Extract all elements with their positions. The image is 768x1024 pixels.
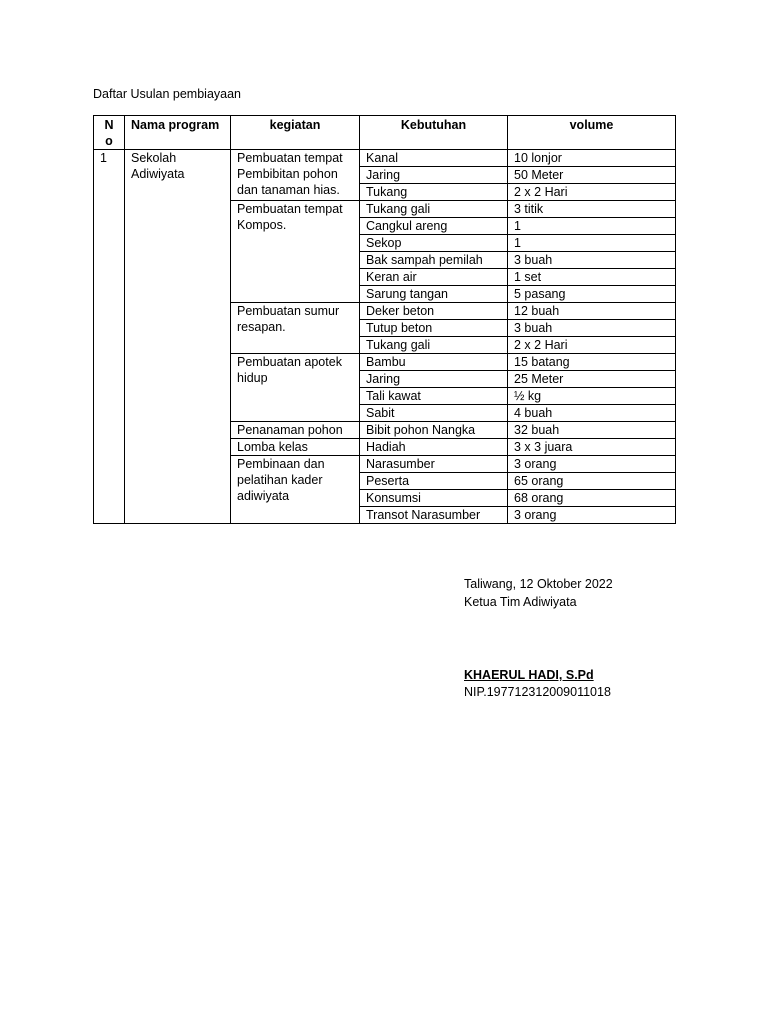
requirement-cell: Bibit pohon Nangka bbox=[360, 422, 508, 439]
requirement-cell: Tutup beton bbox=[360, 320, 508, 337]
volume-cell: 1 bbox=[508, 235, 676, 252]
volume-cell: 65 orang bbox=[508, 473, 676, 490]
activity-name: Penanaman pohon bbox=[231, 422, 360, 439]
budget-table bbox=[93, 115, 676, 524]
volume-cell: 3 buah bbox=[508, 320, 676, 337]
header-program: Nama program bbox=[125, 116, 231, 150]
requirement-cell: Cangkul areng bbox=[360, 218, 508, 235]
signature-place-date: Taliwang, 12 Oktober 2022 bbox=[464, 577, 613, 591]
volume-cell: 12 buah bbox=[508, 303, 676, 320]
requirement-cell: Tukang gali bbox=[360, 201, 508, 218]
volume-cell: 3 orang bbox=[508, 456, 676, 473]
activity-name: Pembuatan sumur resapan. bbox=[231, 303, 360, 354]
program-name: Sekolah Adiwiyata bbox=[125, 150, 231, 524]
volume-cell: 15 batang bbox=[508, 354, 676, 371]
table-row bbox=[94, 150, 676, 167]
activity-name: Lomba kelas bbox=[231, 439, 360, 456]
volume-cell: 1 set bbox=[508, 269, 676, 286]
requirement-cell: Hadiah bbox=[360, 439, 508, 456]
row-number: 1 bbox=[94, 150, 125, 524]
signature-name: KHAERUL HADI, S.Pd bbox=[464, 668, 594, 682]
document-title: Daftar Usulan pembiayaan bbox=[93, 87, 241, 101]
volume-cell: 4 buah bbox=[508, 405, 676, 422]
volume-cell: 2 x 2 Hari bbox=[508, 337, 676, 354]
activity-name: Pembuatan apotek hidup bbox=[231, 354, 360, 422]
signature-nip: NIP.197712312009011018 bbox=[464, 685, 611, 699]
requirement-cell: Peserta bbox=[360, 473, 508, 490]
volume-cell: 3 titik bbox=[508, 201, 676, 218]
requirement-cell: Narasumber bbox=[360, 456, 508, 473]
volume-cell: 3 x 3 juara bbox=[508, 439, 676, 456]
volume-cell: 3 buah bbox=[508, 252, 676, 269]
requirement-cell: Jaring bbox=[360, 167, 508, 184]
activity-name: Pembinaan dan pelatihan kader adiwiyata bbox=[231, 456, 360, 524]
header-volume: volume bbox=[508, 116, 676, 150]
activity-name: Pembuatan tempat Kompos. bbox=[231, 201, 360, 303]
table-body bbox=[94, 150, 676, 524]
requirement-cell: Deker beton bbox=[360, 303, 508, 320]
volume-cell: 50 Meter bbox=[508, 167, 676, 184]
requirement-cell: Jaring bbox=[360, 371, 508, 388]
volume-cell: 1 bbox=[508, 218, 676, 235]
activity-name: Pembuatan tempat Pembibitan pohon dan tanaman hias. bbox=[231, 150, 360, 201]
requirement-cell: Bambu bbox=[360, 354, 508, 371]
volume-cell: 2 x 2 Hari bbox=[508, 184, 676, 201]
header-no: N o bbox=[94, 116, 125, 150]
volume-cell: 68 orang bbox=[508, 490, 676, 507]
requirement-cell: Keran air bbox=[360, 269, 508, 286]
requirement-cell: Konsumsi bbox=[360, 490, 508, 507]
volume-cell: 10 lonjor bbox=[508, 150, 676, 167]
requirement-cell: Sarung tangan bbox=[360, 286, 508, 303]
requirement-cell: Bak sampah pemilah bbox=[360, 252, 508, 269]
volume-cell: 32 buah bbox=[508, 422, 676, 439]
requirement-cell: Kanal bbox=[360, 150, 508, 167]
header-kegiatan: kegiatan bbox=[231, 116, 360, 150]
volume-cell: 5 pasang bbox=[508, 286, 676, 303]
volume-cell: ½ kg bbox=[508, 388, 676, 405]
header-kebutuhan: Kebutuhan bbox=[360, 116, 508, 150]
requirement-cell: Sekop bbox=[360, 235, 508, 252]
requirement-cell: Tukang bbox=[360, 184, 508, 201]
requirement-cell: Transot Narasumber bbox=[360, 507, 508, 524]
requirement-cell: Tali kawat bbox=[360, 388, 508, 405]
volume-cell: 3 orang bbox=[508, 507, 676, 524]
requirement-cell: Sabit bbox=[360, 405, 508, 422]
signature-role: Ketua Tim Adiwiyata bbox=[464, 595, 577, 609]
table-header-row bbox=[94, 116, 676, 150]
volume-cell: 25 Meter bbox=[508, 371, 676, 388]
requirement-cell: Tukang gali bbox=[360, 337, 508, 354]
